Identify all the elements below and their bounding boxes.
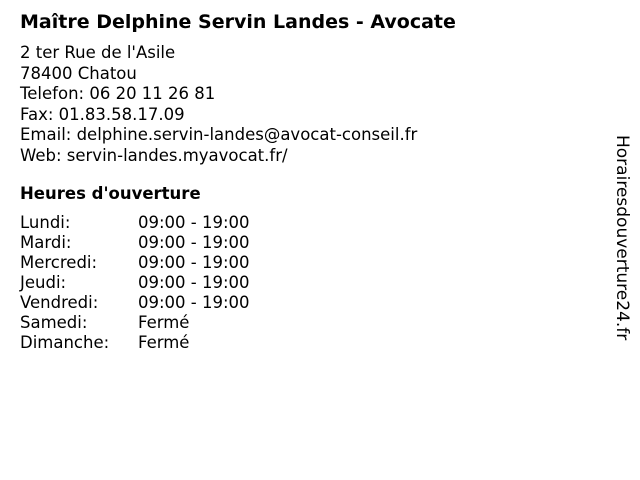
hours-row [20, 253, 250, 273]
day-hours: 09:00 - 19:00 [138, 273, 250, 292]
hours-row [20, 313, 250, 333]
opening-hours-table [20, 213, 250, 353]
day-hours: Fermé [138, 313, 190, 332]
hours-row [20, 273, 250, 293]
day-label: Dimanche: [20, 333, 110, 352]
day-hours: 09:00 - 19:00 [138, 213, 250, 232]
hours-row [20, 213, 250, 233]
email-line: Email: delphine.servin-landes@avocat-conseil.fr [20, 125, 418, 144]
address-city: 78400 Chatou [20, 63, 137, 83]
day-label: Mercredi: [20, 253, 98, 272]
phone-line: Telefon: 06 20 11 26 81 [20, 84, 216, 103]
day-label: Mardi: [20, 233, 72, 252]
day-hours: Fermé [138, 333, 190, 352]
hours-row [20, 333, 250, 353]
page-title: Maître Delphine Servin Landes - Avocate [20, 11, 456, 33]
day-label: Jeudi: [20, 273, 67, 292]
hours-row [20, 293, 250, 313]
day-hours: 09:00 - 19:00 [138, 233, 250, 252]
hours-heading: Heures d'ouverture [20, 184, 201, 203]
day-hours: 09:00 - 19:00 [138, 293, 250, 312]
fax-line: Fax: 01.83.58.17.09 [20, 104, 185, 124]
day-label: Samedi: [20, 313, 88, 332]
day-label: Lundi: [20, 213, 71, 232]
hours-row [20, 233, 250, 253]
day-label: Vendredi: [20, 293, 99, 312]
contact-block [20, 43, 417, 166]
site-watermark: Horairesdouverture24.fr [612, 135, 632, 341]
web-line: Web: servin-landes.myavocat.fr/ [20, 145, 288, 165]
day-hours: 09:00 - 19:00 [138, 253, 250, 272]
address-street: 2 ter Rue de l'Asile [20, 43, 176, 62]
